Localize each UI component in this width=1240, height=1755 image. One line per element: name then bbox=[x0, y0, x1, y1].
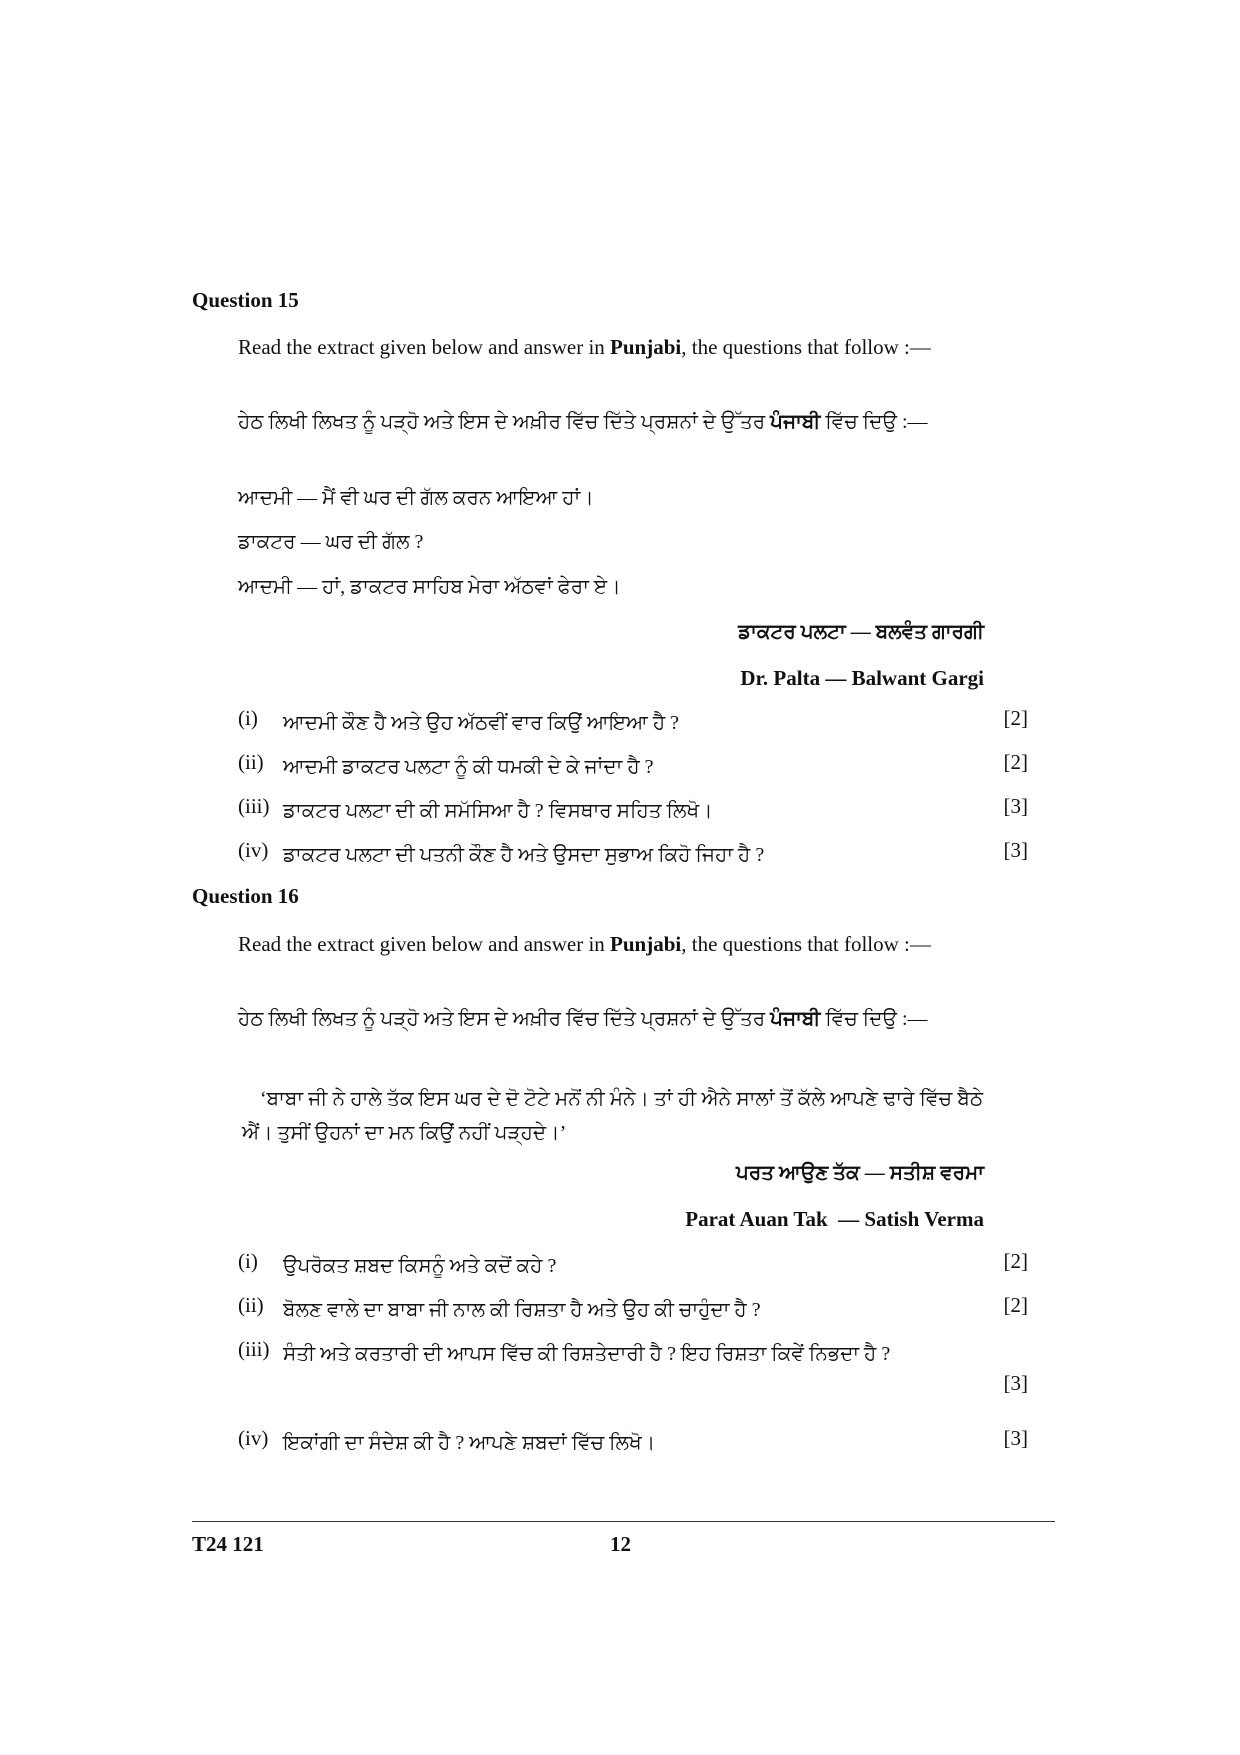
q15-instruction-english: Read the extract given below and answer in Punjabi, the questions that follow :— bbox=[238, 335, 931, 359]
subquestion-text: ਆਦਮੀ ਕੌਣ ਹੈ ਅਤੇ ਉਹ ਅੱਠਵੀਂ ਵਾਰ ਕਿਉਂ ਆਇਆ ਹੈ ? bbox=[283, 712, 679, 734]
footer-divider bbox=[192, 1521, 1055, 1522]
subquestion-marks: [2] bbox=[1003, 1293, 1028, 1317]
q15-dialogue-line: ਆਦਮੀ — ਮੈਂ ਵੀ ਘਰ ਦੀ ਗੱਲ ਕਰਨ ਆਇਆ ਹਾਂ। bbox=[238, 487, 594, 509]
q16-instruction-english: Read the extract given below and answer in Punjabi, the questions that follow :— bbox=[238, 932, 931, 956]
subquestion-number: (iv) bbox=[238, 1426, 269, 1450]
q15-dialogue-line: ਆਦਮੀ — ਹਾਂ, ਡਾਕਟਰ ਸਾਹਿਬ ਮੇਰਾ ਅੱਠਵਾਂ ਫੇਰਾ ਏ। bbox=[238, 576, 621, 598]
subquestion-number: (iii) bbox=[238, 1337, 270, 1361]
question-15-title: Question 15 bbox=[192, 288, 299, 312]
subquestion-number: (i) bbox=[238, 1249, 258, 1273]
subquestion-marks: [2] bbox=[1003, 1249, 1028, 1273]
subquestion-number: (iii) bbox=[238, 794, 270, 818]
question-16-title: Question 16 bbox=[192, 884, 299, 908]
q15-instruction-punjabi: ਹੇਠ ਲਿਖੀ ਲਿਖਤ ਨੂੰ ਪੜ੍ਹੋ ਅਤੇ ਇਸ ਦੇ ਅਖ਼ੀਰ ਵਿੱਚ ਦਿੱਤੇ ਪ੍ਰਸ਼ਨਾਂ ਦੇ ਉੱਤਰ ਪੰਜਾਬੀ ਵਿੱਚ ਦਿਉ :— bbox=[238, 411, 928, 433]
subquestion-text: ਡਾਕਟਰ ਪਲਟਾ ਦੀ ਕੀ ਸਮੱਸਿਆ ਹੈ ? ਵਿਸਥਾਰ ਸਹਿਤ ਲਿਖੋ। bbox=[283, 800, 713, 822]
subquestion-marks: [3] bbox=[1003, 1426, 1028, 1450]
subquestion-number: (ii) bbox=[238, 750, 264, 774]
q15-source-punjabi: ਡਾਕਟਰ ਪਲਟਾ — ਬਲਵੰਤ ਗਾਰਗੀ bbox=[738, 621, 984, 643]
page-number: 12 bbox=[610, 1532, 631, 1556]
paper-code: T24 121 bbox=[192, 1532, 264, 1556]
q15-source-english: Dr. Palta — Balwant Gargi bbox=[740, 666, 984, 690]
q16-extract: ‘ਬਾਬਾ ਜੀ ਨੇ ਹਾਲੇ ਤੱਕ ਇਸ ਘਰ ਦੇ ਦੋ ਟੋਟੇ ਮਨੋਂ ਨੀ ਮੰਨੇ। ਤਾਂ ਹੀ ਐਨੇ ਸਾਲਾਂ ਤੋਂ ਕੱਲੇ ਆਪਣੇ ਢਾਰੇ ਵਿੱਚ ਬੈਠੇ ਐਂ। ਤੁਸੀਂ ਉਹਨਾਂ ਦਾ ਮਨ ਕਿਉਂ ਨਹੀਂ ਪੜ੍ਹਦੇ।’ bbox=[242, 1088, 983, 1144]
subquestion-marks: [3] bbox=[1003, 794, 1028, 818]
subquestion-text: ਉਪਰੋਕਤ ਸ਼ਬਦ ਕਿਸਨੂੰ ਅਤੇ ਕਦੋਂ ਕਹੇ ? bbox=[283, 1255, 557, 1277]
subquestion-text: ਇਕਾਂਗੀ ਦਾ ਸੰਦੇਸ਼ ਕੀ ਹੈ ? ਆਪਣੇ ਸ਼ਬਦਾਂ ਵਿੱਚ ਲਿਖੋ। bbox=[283, 1432, 656, 1454]
subquestion-marks: [3] bbox=[1003, 1371, 1028, 1395]
subquestion-text: ਆਦਮੀ ਡਾਕਟਰ ਪਲਟਾ ਨੂੰ ਕੀ ਧਮਕੀ ਦੇ ਕੇ ਜਾਂਦਾ ਹੈ ? bbox=[283, 756, 654, 778]
q16-source-english: Parat Auan Tak — Satish Verma bbox=[685, 1207, 984, 1231]
q16-source-punjabi: ਪਰਤ ਆਉਣ ਤੱਕ — ਸਤੀਸ਼ ਵਰਮਾ bbox=[735, 1162, 984, 1184]
subquestion-text: ਸੰਤੀ ਅਤੇ ਕਰਤਾਰੀ ਦੀ ਆਪਸ ਵਿੱਚ ਕੀ ਰਿਸ਼ਤੇਦਾਰੀ ਹੈ ? ਇਹ ਰਿਸ਼ਤਾ ਕਿਵੇਂ ਨਿਭਦਾ ਹੈ ? bbox=[283, 1343, 891, 1365]
subquestion-number: (i) bbox=[238, 706, 258, 730]
q16-instruction-punjabi: ਹੇਠ ਲਿਖੀ ਲਿਖਤ ਨੂੰ ਪੜ੍ਹੋ ਅਤੇ ਇਸ ਦੇ ਅਖ਼ੀਰ ਵਿੱਚ ਦਿੱਤੇ ਪ੍ਰਸ਼ਨਾਂ ਦੇ ਉੱਤਰ ਪੰਜਾਬੀ ਵਿੱਚ ਦਿਉ :— bbox=[238, 1008, 928, 1030]
subquestion-marks: [3] bbox=[1003, 838, 1028, 862]
subquestion-number: (iv) bbox=[238, 838, 269, 862]
subquestion-text: ਬੋਲਣ ਵਾਲੇ ਦਾ ਬਾਬਾ ਜੀ ਨਾਲ ਕੀ ਰਿਸ਼ਤਾ ਹੈ ਅਤੇ ਉਹ ਕੀ ਚਾਹੁੰਦਾ ਹੈ ? bbox=[283, 1299, 761, 1321]
subquestion-text: ਡਾਕਟਰ ਪਲਟਾ ਦੀ ਪਤਨੀ ਕੌਣ ਹੈ ਅਤੇ ਉਸਦਾ ਸੁਭਾਅ ਕਿਹੋ ਜਿਹਾ ਹੈ ? bbox=[283, 844, 765, 866]
q15-dialogue-line: ਡਾਕਟਰ — ਘਰ ਦੀ ਗੱਲ ? bbox=[238, 531, 424, 553]
subquestion-marks: [2] bbox=[1003, 706, 1028, 730]
subquestion-number: (ii) bbox=[238, 1293, 264, 1317]
subquestion-marks: [2] bbox=[1003, 750, 1028, 774]
